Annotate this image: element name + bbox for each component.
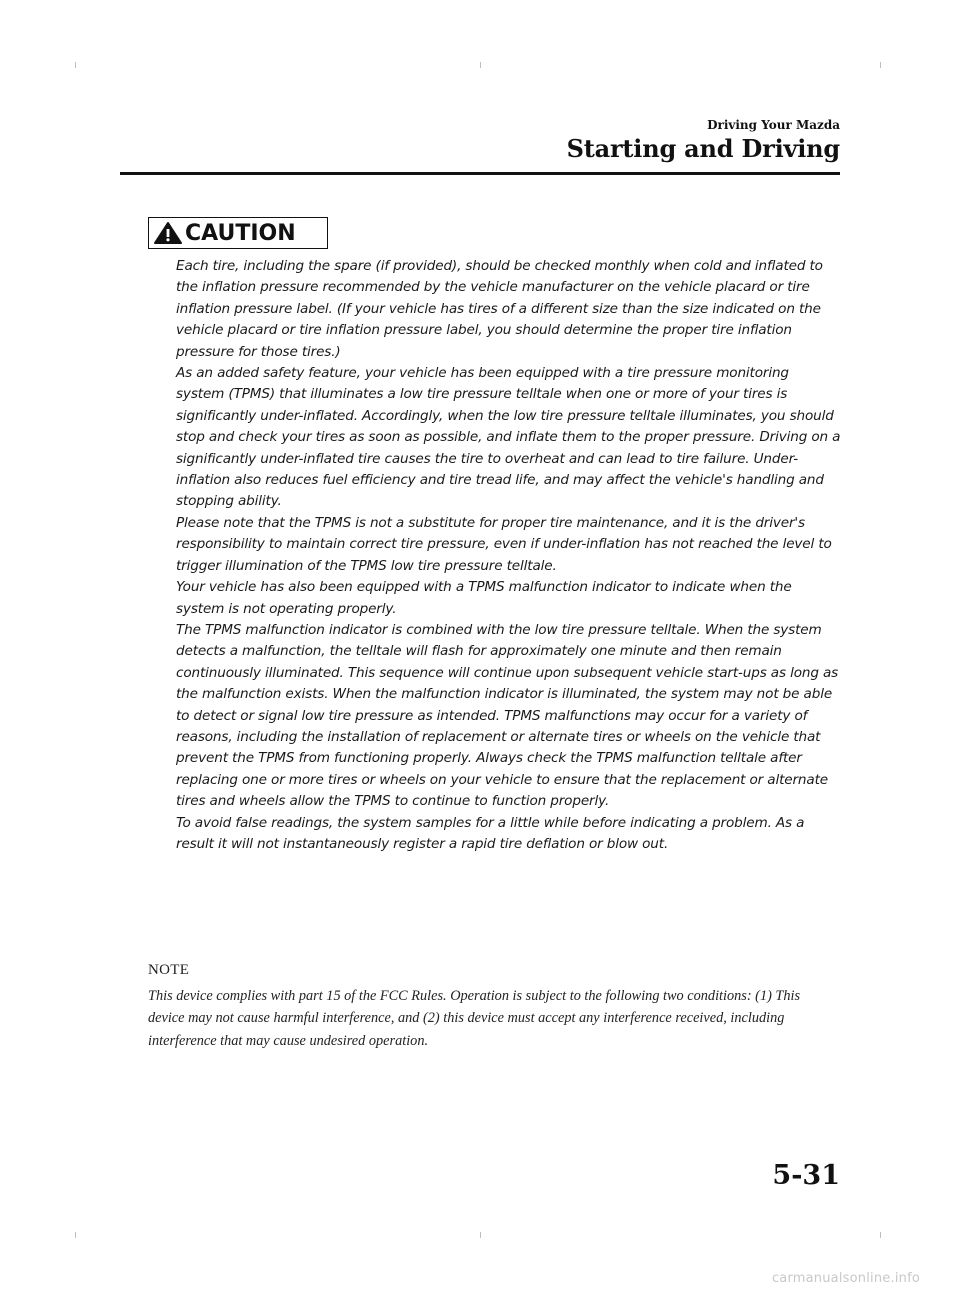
crop-mark bbox=[480, 62, 481, 68]
crop-mark bbox=[880, 1232, 881, 1238]
caution-paragraph: As an added safety feature, your vehicle has been equipped with a tire pressure monitoring system (TPMS) that illuminates a low tire pressure telltale when one or more of your tires is significantly under-inflated. Accordingly, when the low tire pressure telltale illuminates, you should stop and check your tires as soon as possible, and inflate them to the proper pressure. Driving on a significantly under-inflated tire causes the tire to overheat and can lead to tire failure. Under-inflation also reduces fuel efficiency and tire tread life, and may affect the vehicle's handling and stopping ability. bbox=[176, 365, 841, 510]
crop-mark bbox=[75, 62, 76, 68]
crop-mark bbox=[880, 62, 881, 68]
caution-label: CAUTION bbox=[185, 220, 296, 246]
header-section-title: Driving Your Mazda bbox=[707, 118, 840, 132]
crop-mark bbox=[480, 1232, 481, 1238]
caution-paragraph: Each tire, including the spare (if provided), should be checked monthly when cold and inflated to the inflation pressure recommended by the vehicle manufacturer on the vehicle placard or tire inflation pressure label. (If your vehicle has tires of a different size than the size indicated on the vehicle placard or tire inflation pressure label, you should determine the proper tire inflation pressure for those tires.) bbox=[176, 258, 823, 360]
caution-text bbox=[176, 256, 841, 855]
note-body: This device complies with part 15 of the FCC Rules. Operation is subject to the following two conditions: (1) This device may not cause harmful interference, and (2) this device must accept any interference received, including interference that may cause undesired operation. bbox=[148, 988, 801, 1049]
caution-paragraph: Your vehicle has also been equipped with a TPMS malfunction indicator to indicate when the system is not operating properly. bbox=[176, 579, 792, 617]
header-divider bbox=[120, 172, 840, 175]
watermark: carmanualsonline.info bbox=[771, 1271, 920, 1286]
note-title: NOTE bbox=[148, 962, 190, 978]
page-number: 5-31 bbox=[772, 1160, 840, 1191]
caution-paragraph: To avoid false readings, the system samples for a little while before indicating a problem. As a result it will not instantaneously register a rapid tire deflation or blow out. bbox=[176, 814, 805, 852]
caution-paragraph: Please note that the TPMS is not a substitute for proper tire maintenance, and it is the driver's responsibility to maintain correct tire pressure, even if under-inflation has not reached the level to trigger illumination of the TPMS low tire pressure telltale. bbox=[176, 514, 832, 574]
crop-mark bbox=[75, 1232, 76, 1238]
caution-paragraph: The TPMS malfunction indicator is combined with the low tire pressure telltale. When the system detects a malfunction, the telltale will flash for approximately one minute and then remain continuously illuminated. This sequence will continue upon subsequent vehicle start-ups as long as the malfunction exists. When the malfunction indicator is illuminated, the system may not be able to detect or signal low tire pressure as intended. TPMS malfunctions may occur for a variety of reasons, including the installation of replacement or alternate tires or wheels on the vehicle that prevent the TPMS from functioning properly. Always check the TPMS malfunction telltale after replacing one or more tires or wheels on your vehicle to ensure that the replacement or alternate tires and wheels allow the TPMS to continue to function properly. bbox=[176, 621, 839, 810]
caution-label-box bbox=[148, 217, 328, 249]
warning-triangle-icon bbox=[153, 221, 183, 245]
header-chapter-title: Starting and Driving bbox=[566, 134, 840, 163]
